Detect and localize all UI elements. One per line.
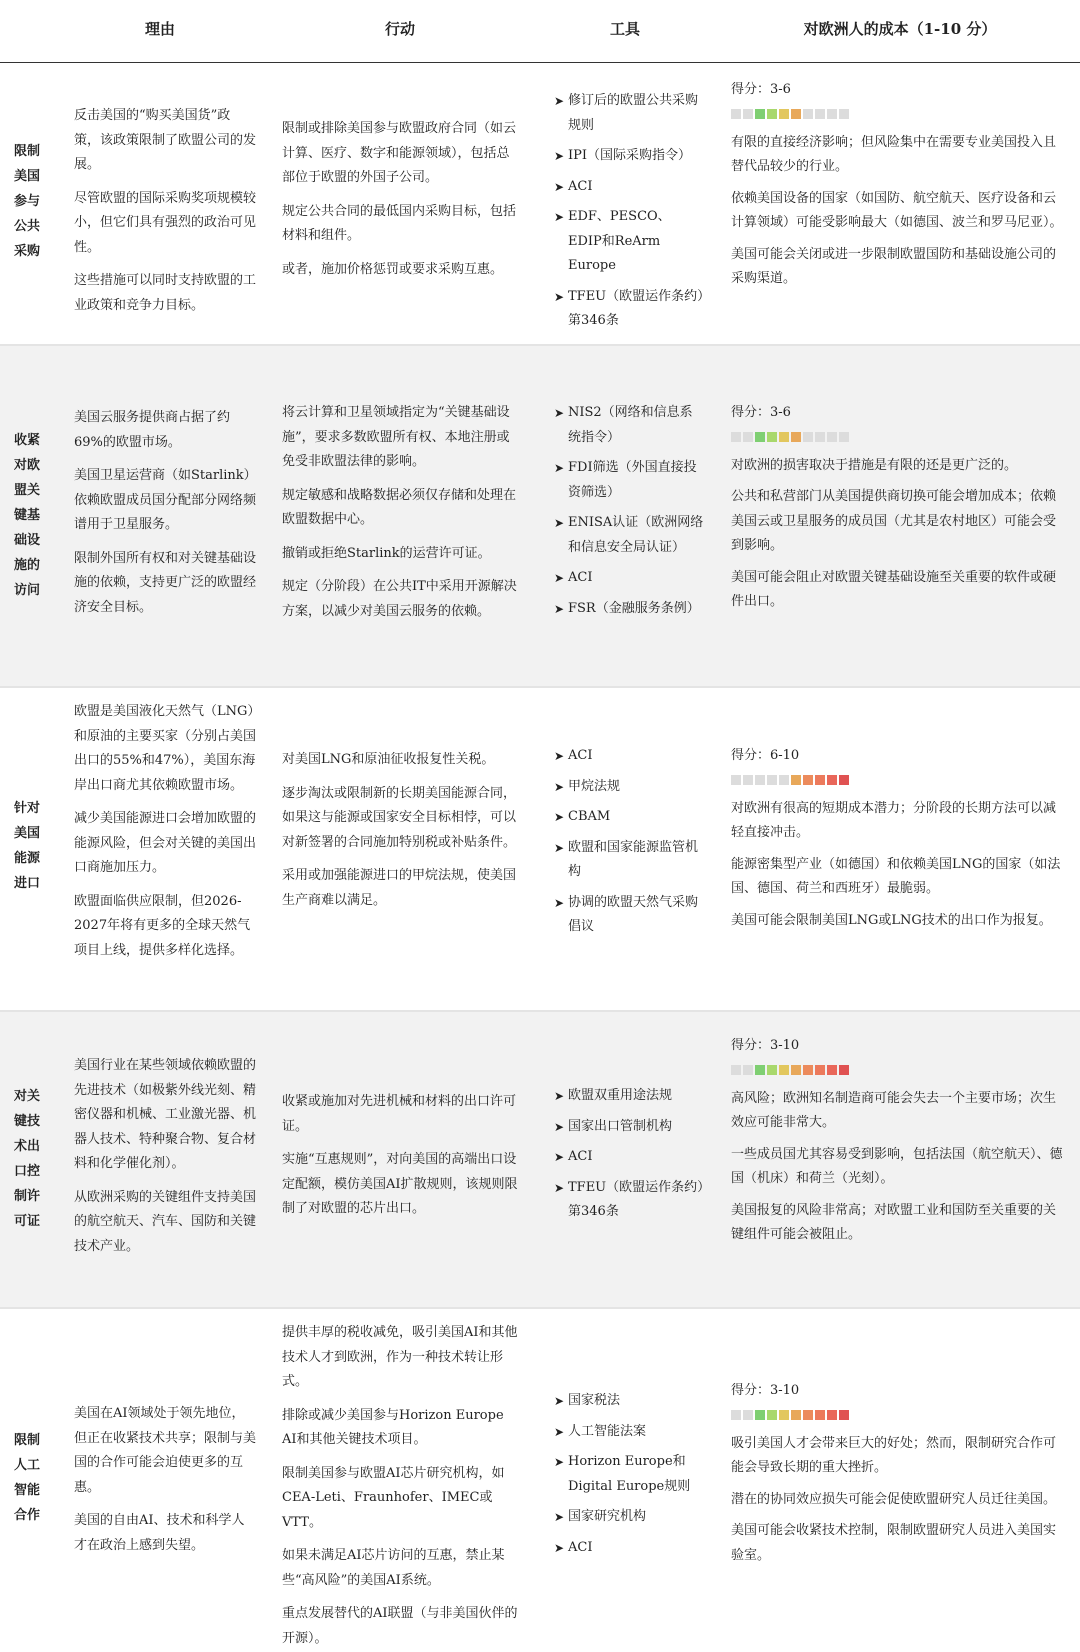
arrow-right-icon: ➤ bbox=[554, 1150, 565, 1164]
tool-item bbox=[554, 744, 704, 769]
score-square bbox=[779, 109, 789, 119]
cost-cell bbox=[731, 78, 1066, 299]
arrow-right-icon: ➤ bbox=[554, 1119, 565, 1134]
action-cell bbox=[282, 401, 518, 624]
tools-cell bbox=[554, 401, 704, 627]
tool-item bbox=[554, 805, 704, 830]
arrow-right-icon: ➤ bbox=[554, 1540, 565, 1555]
arrow-right-icon: ➤ bbox=[554, 94, 565, 108]
tool-item bbox=[554, 401, 704, 450]
header-cost: 对欧洲人的成本（1-10 分） bbox=[803, 20, 997, 38]
cost-text: 美国可能会限制美国LNG或LNG技术的出口作为报复。 bbox=[731, 912, 1052, 928]
arrow-right-icon: ➤ bbox=[554, 1089, 565, 1103]
tool-item bbox=[554, 144, 704, 169]
reason-cell bbox=[74, 1054, 256, 1259]
cost-cell bbox=[731, 1379, 1066, 1575]
score-square bbox=[827, 1410, 837, 1420]
arrow-right-icon: ➤ bbox=[554, 810, 565, 824]
tools-cell bbox=[554, 89, 704, 340]
score-scale bbox=[731, 1410, 1066, 1420]
category-line: 键技 bbox=[14, 1114, 41, 1129]
category-line: 术出 bbox=[14, 1139, 41, 1154]
category-line: 收紧 bbox=[14, 433, 41, 448]
reason-text: 美国的自由AI、技术和科学人才在政治上感到失望。 bbox=[74, 1513, 245, 1553]
cost-text: 有限的直接经济影响；但风险集中在需要专业美国投入且替代品较少的行业。 bbox=[731, 134, 1057, 174]
arrow-right-icon: ➤ bbox=[554, 210, 565, 224]
score-square bbox=[827, 432, 837, 442]
tool-label: ACI bbox=[568, 1539, 593, 1555]
category-line: 合作 bbox=[14, 1508, 41, 1523]
score-scale bbox=[731, 109, 1066, 119]
tool-label: 欧盟和国家能源监管机构 bbox=[568, 839, 699, 879]
tool-label: 国家出口管制机构 bbox=[568, 1118, 673, 1134]
category-line: 人工 bbox=[14, 1458, 41, 1473]
tools-cell bbox=[554, 1084, 704, 1231]
category-line: 盟关 bbox=[14, 483, 41, 498]
tool-label: NIS2（网络和信息系统指令） bbox=[568, 405, 693, 445]
category-line: 可证 bbox=[14, 1214, 41, 1229]
score-scale bbox=[731, 1065, 1066, 1075]
tool-label: ACI bbox=[568, 1149, 593, 1164]
tool-label: FSR（金融服务条例） bbox=[568, 600, 700, 616]
score-square bbox=[767, 775, 777, 785]
tool-label: FDI筛选（外国直接投资筛选） bbox=[568, 460, 697, 500]
tool-label: IPI（国际采购指令） bbox=[568, 148, 692, 163]
cost-text: 美国可能会收紧技术控制，限制欧盟研究人员进入美国实验室。 bbox=[731, 1523, 1057, 1563]
score-square bbox=[731, 432, 741, 442]
action-text: 规定（分阶段）在公共IT中采用开源解决方案，以减少对美国云服务的依赖。 bbox=[282, 579, 517, 619]
action-text: 限制美国参与欧盟AI芯片研究机构，如CEA-Leti、Fraunhofer、IMEC或VTT。 bbox=[282, 1465, 505, 1530]
table-row-export-controls bbox=[0, 1012, 1080, 1307]
score-square bbox=[755, 775, 765, 785]
category-line: 参与 bbox=[14, 194, 41, 209]
score-square bbox=[815, 432, 825, 442]
arrow-right-icon: ➤ bbox=[554, 516, 565, 530]
reason-cell bbox=[74, 1402, 256, 1558]
reason-text: 欧盟是美国液化天然气（LNG）和原油的主要买家（分别占美国出口的55%和47%），美国东海岸出口商尤其依赖欧盟市场。 bbox=[74, 704, 257, 793]
score-label: 得分：6-10 bbox=[731, 748, 800, 763]
category-line: 智能 bbox=[14, 1483, 41, 1498]
action-cell bbox=[282, 117, 518, 282]
tool-item bbox=[554, 1389, 704, 1414]
score-square bbox=[767, 432, 777, 442]
tool-item bbox=[554, 285, 704, 334]
score-scale bbox=[731, 432, 1066, 442]
score-square bbox=[779, 775, 789, 785]
action-cell bbox=[282, 1090, 518, 1222]
score-square bbox=[743, 109, 753, 119]
score-square bbox=[767, 1410, 777, 1420]
arrow-right-icon: ➤ bbox=[554, 895, 565, 910]
tool-label: 修订后的欧盟公共采购规则 bbox=[568, 93, 699, 133]
score-square bbox=[731, 775, 741, 785]
reason-text: 美国在AI领域处于领先地位，但正在收紧技术共享；限制与美国的合作可能会迫使更多的互惠。 bbox=[74, 1406, 257, 1495]
score-label: 得分：3-10 bbox=[731, 1038, 800, 1053]
cost-text: 公共和私营部门从美国提供商切换可能会增加成本；依赖美国云或卫星服务的成员国（尤其是农村地区）可能会受到影响。 bbox=[731, 489, 1057, 553]
score-square bbox=[731, 109, 741, 119]
category-line: 口控 bbox=[14, 1164, 41, 1179]
reason-cell bbox=[74, 406, 256, 620]
reason-text: 这些措施可以同时支持欧盟的工业政策和竞争力目标。 bbox=[74, 273, 257, 313]
reason-cell bbox=[74, 700, 256, 963]
score-square bbox=[839, 775, 849, 785]
cost-cell bbox=[731, 1034, 1066, 1255]
arrow-right-icon: ➤ bbox=[554, 1180, 565, 1195]
arrow-right-icon: ➤ bbox=[554, 461, 565, 475]
score-square bbox=[755, 1410, 765, 1420]
score-square bbox=[791, 1065, 801, 1075]
tool-label: 甲烷法规 bbox=[568, 778, 621, 794]
table-row-ai-cooperation bbox=[0, 1309, 1080, 1652]
tool-label: ACI bbox=[568, 570, 593, 585]
score-square bbox=[743, 775, 753, 785]
score-square bbox=[791, 1410, 801, 1420]
cost-text: 高风险；欧洲知名制造商可能会失去一个主要市场；次生效应可能非常大。 bbox=[731, 1090, 1057, 1130]
score-label: 得分：3-6 bbox=[731, 82, 791, 97]
score-square bbox=[815, 1410, 825, 1420]
reason-text: 美国卫星运营商（如Starlink）依赖欧盟成员国分配部分网络频谱用于卫星服务。 bbox=[74, 468, 257, 532]
tool-item bbox=[554, 1176, 704, 1225]
score-square bbox=[815, 775, 825, 785]
tool-item bbox=[554, 175, 704, 200]
score-square bbox=[803, 109, 813, 119]
score-square bbox=[767, 1065, 777, 1075]
category-line: 访问 bbox=[14, 583, 41, 598]
score-square bbox=[791, 432, 801, 442]
score-square bbox=[827, 109, 837, 119]
category-line: 针对 bbox=[14, 801, 41, 816]
score-square bbox=[779, 1065, 789, 1075]
tool-item bbox=[554, 205, 704, 279]
action-text: 提供丰厚的税收减免，吸引美国AI和其他技术人才到欧洲，作为一种技术转让形式。 bbox=[282, 1325, 518, 1389]
header-tools: 工具 bbox=[609, 20, 640, 38]
score-square bbox=[731, 1065, 741, 1075]
tool-item bbox=[554, 836, 704, 885]
arrow-right-icon: ➤ bbox=[554, 179, 565, 194]
score-scale bbox=[731, 775, 1066, 785]
header-action: 行动 bbox=[384, 20, 415, 38]
tool-label: ENISA认证（欧洲网络和信息安全局认证） bbox=[568, 515, 704, 555]
category-line: 制许 bbox=[14, 1189, 41, 1204]
reason-cell bbox=[74, 104, 256, 318]
tool-item bbox=[554, 1145, 704, 1170]
action-text: 逐步淘汰或限制新的长期美国能源合同，如果这与能源或国家安全目标相悖，可以对新签署的合同施加特别税或补贴条件。 bbox=[282, 785, 517, 850]
action-text: 实施“互惠规则”，对向美国的高端出口设定配额，模仿美国AI扩散规则，该规则限制了对欧盟的芯片出口。 bbox=[282, 1152, 518, 1216]
category-line: 施的 bbox=[14, 558, 41, 573]
score-square bbox=[827, 1065, 837, 1075]
score-square bbox=[755, 109, 765, 119]
arrow-right-icon: ➤ bbox=[554, 1424, 565, 1439]
category-line: 键基 bbox=[14, 508, 41, 523]
tool-item bbox=[554, 775, 704, 800]
cost-cell bbox=[731, 744, 1066, 940]
tool-label: 协调的欧盟天然气采购倡议 bbox=[568, 894, 699, 934]
category-line: 限制 bbox=[14, 1433, 41, 1448]
score-square bbox=[839, 1410, 849, 1420]
action-text: 撤销或拒绝Starlink的运营许可证。 bbox=[282, 545, 491, 561]
table-row-critical-infrastructure bbox=[0, 346, 1080, 686]
action-text: 采用或加强能源进口的甲烷法规，使美国生产商难以满足。 bbox=[282, 868, 517, 908]
tool-item bbox=[554, 1115, 704, 1140]
cost-text: 依赖美国设备的国家（如国防、航空航天、医疗设备和云计算领域）可能受影响最大（如德国、波兰和罗马尼亚）。 bbox=[731, 190, 1063, 230]
score-square bbox=[839, 109, 849, 119]
arrow-right-icon: ➤ bbox=[554, 1394, 565, 1408]
tool-label: CBAM bbox=[568, 809, 611, 824]
arrow-right-icon: ➤ bbox=[554, 601, 565, 616]
reason-text: 美国云服务提供商占据了约69%的欧盟市场。 bbox=[74, 410, 231, 450]
arrow-right-icon: ➤ bbox=[554, 149, 565, 163]
score-square bbox=[743, 432, 753, 442]
tool-label: 国家税法 bbox=[568, 1393, 621, 1408]
cost-text: 吸引美国人才会带来巨大的好处；然而，限制研究合作可能会导致长期的重大挫折。 bbox=[731, 1435, 1057, 1475]
category-line: 美国 bbox=[14, 826, 41, 841]
tool-item bbox=[554, 1450, 704, 1499]
score-square bbox=[839, 432, 849, 442]
tool-item bbox=[554, 891, 704, 940]
row-category bbox=[14, 1084, 48, 1234]
score-square bbox=[755, 1065, 765, 1075]
category-line: 能源 bbox=[14, 851, 41, 866]
row-category bbox=[14, 1428, 48, 1528]
action-text: 规定敏感和战略数据必须仅存储和处理在欧盟数据中心。 bbox=[282, 487, 517, 527]
action-cell bbox=[282, 748, 518, 913]
score-square bbox=[803, 775, 813, 785]
action-text: 重点发展替代的AI联盟（与非美国伙伴的开源）。 bbox=[282, 1606, 518, 1646]
reason-text: 限制外国所有权和对关键基础设施的依赖，支持更广泛的欧盟经济安全目标。 bbox=[74, 550, 257, 615]
cost-cell bbox=[731, 401, 1066, 622]
tool-label: ACI bbox=[568, 748, 593, 763]
tool-item bbox=[554, 597, 704, 622]
action-text: 规定公共合同的最低国内采购目标，包括材料和组件。 bbox=[282, 203, 517, 243]
tool-label: 人工智能法案 bbox=[568, 1423, 647, 1439]
tool-item bbox=[554, 511, 704, 560]
score-square bbox=[743, 1410, 753, 1420]
score-square bbox=[803, 1410, 813, 1420]
tool-item bbox=[554, 566, 704, 591]
score-square bbox=[815, 109, 825, 119]
score-square bbox=[779, 1410, 789, 1420]
action-text: 或者，施加价格惩罚或要求采购互惠。 bbox=[282, 261, 504, 277]
tool-item bbox=[554, 1084, 704, 1109]
tool-label: TFEU（欧盟运作条约）第346条 bbox=[568, 288, 704, 328]
cost-text: 对欧洲的损害取决于措施是有限的还是更广泛的。 bbox=[731, 457, 1018, 473]
tool-item bbox=[554, 89, 704, 138]
arrow-right-icon: ➤ bbox=[554, 749, 565, 763]
action-cell bbox=[282, 1321, 518, 1651]
action-text: 如果未满足AI芯片访问的互惠，禁止某些“高风险”的美国AI系统。 bbox=[282, 1548, 505, 1588]
score-label: 得分：3-6 bbox=[731, 405, 791, 420]
cost-text: 潜在的协同效应损失可能会促使欧盟研究人员迁往美国。 bbox=[731, 1491, 1057, 1507]
tool-item bbox=[554, 1536, 704, 1561]
cost-text: 美国可能会关闭或进一步限制欧盟国防和基础设施公司的采购渠道。 bbox=[731, 246, 1057, 286]
tool-label: 欧盟双重用途法规 bbox=[568, 1088, 673, 1103]
row-category bbox=[14, 428, 48, 603]
tool-label: 国家研究机构 bbox=[568, 1509, 647, 1524]
action-text: 将云计算和卫星领域指定为“关键基础设施”，要求多数欧盟所有权、本地注册或免受非欧盟法律的影响。 bbox=[282, 405, 510, 469]
arrow-right-icon: ➤ bbox=[554, 779, 565, 794]
category-line: 限制 bbox=[14, 144, 41, 159]
arrow-right-icon: ➤ bbox=[554, 289, 565, 304]
score-square bbox=[827, 775, 837, 785]
reason-text: 从欧洲采购的关键组件支持美国的航空航天、汽车、国防和关键技术产业。 bbox=[74, 1189, 257, 1254]
score-square bbox=[803, 432, 813, 442]
cost-text: 美国报复的风险非常高；对欧盟工业和国防至关重要的关键组件可能会被阻止。 bbox=[731, 1202, 1057, 1242]
score-square bbox=[731, 1410, 741, 1420]
row-category bbox=[14, 796, 48, 896]
arrow-right-icon: ➤ bbox=[554, 840, 565, 855]
tools-cell bbox=[554, 1389, 704, 1566]
tool-item bbox=[554, 1505, 704, 1530]
arrow-right-icon: ➤ bbox=[554, 1510, 565, 1524]
tool-label: TFEU（欧盟运作条约）第346条 bbox=[568, 1179, 704, 1219]
score-square bbox=[743, 1065, 753, 1075]
table-header bbox=[0, 0, 1080, 63]
tool-item bbox=[554, 1420, 704, 1445]
score-square bbox=[815, 1065, 825, 1075]
reason-text: 欧盟面临供应限制，但2026-2027年将有更多的全球天然气项目上线，提供多样化选择。 bbox=[74, 893, 251, 958]
category-line: 公共 bbox=[14, 219, 41, 234]
category-line: 础设 bbox=[14, 533, 41, 548]
category-line: 对欧 bbox=[14, 458, 41, 473]
arrow-right-icon: ➤ bbox=[554, 1455, 565, 1469]
category-line: 对关 bbox=[14, 1089, 41, 1104]
table-row-energy-imports bbox=[0, 688, 1080, 1010]
cost-text: 对欧洲有很高的短期成本潜力；分阶段的长期方法可以减轻直接冲击。 bbox=[731, 800, 1057, 840]
reason-text: 反击美国的“购买美国货”政策，该政策限制了欧盟公司的发展。 bbox=[74, 108, 257, 172]
category-line: 采购 bbox=[14, 244, 41, 259]
cost-text: 一些成员国尤其容易受到影响，包括法国（航空航天）、德国（机床）和荷兰（光刻）。 bbox=[731, 1146, 1063, 1186]
reason-text: 尽管欧盟的国际采购奖项规模较小，但它们具有强烈的政治可见性。 bbox=[74, 190, 257, 255]
action-text: 收紧或施加对先进机械和材料的出口许可证。 bbox=[282, 1094, 517, 1134]
tool-item bbox=[554, 456, 704, 505]
score-square bbox=[791, 109, 801, 119]
category-line: 进口 bbox=[14, 876, 41, 891]
reason-text: 美国行业在某些领域依赖欧盟的先进技术（如极紫外线光刻、精密仪器和机械、工业激光器、机器人技术、特种聚合物、复合材料和化学催化剂）。 bbox=[74, 1058, 257, 1171]
cost-text: 能源密集型产业（如德国）和依赖美国LNG的国家（如法国、德国、荷兰和西班牙）最脆弱。 bbox=[731, 856, 1061, 896]
score-square bbox=[779, 432, 789, 442]
score-square bbox=[767, 109, 777, 119]
row-category bbox=[14, 139, 48, 264]
reason-text: 减少美国能源进口会增加欧盟的能源风险，但会对关键的美国出口商施加压力。 bbox=[74, 811, 257, 875]
table-row-public-procurement bbox=[0, 63, 1080, 345]
score-label: 得分：3-10 bbox=[731, 1383, 800, 1398]
score-square bbox=[803, 1065, 813, 1075]
arrow-right-icon: ➤ bbox=[554, 571, 565, 585]
score-square bbox=[791, 775, 801, 785]
cost-text: 美国可能会阻止对欧盟关键基础设施至关重要的软件或硬件出口。 bbox=[731, 569, 1057, 609]
action-text: 排除或减少美国参与Horizon Europe AI和其他关键技术项目。 bbox=[282, 1407, 504, 1447]
action-text: 对美国LNG和原油征收报复性关税。 bbox=[282, 752, 495, 767]
header-reason: 理由 bbox=[144, 20, 175, 38]
tool-label: Horizon Europe和Digital Europe规则 bbox=[568, 1454, 691, 1494]
tool-label: ACI bbox=[568, 178, 593, 194]
score-square bbox=[839, 1065, 849, 1075]
tool-label: EDF、PESCO、EDIP和ReArm Europe bbox=[568, 209, 671, 273]
category-line: 美国 bbox=[14, 169, 41, 184]
arrow-right-icon: ➤ bbox=[554, 406, 565, 420]
tools-cell bbox=[554, 744, 704, 946]
score-square bbox=[755, 432, 765, 442]
action-text: 限制或排除美国参与欧盟政府合同（如云计算、医疗、数字和能源领域），包括总部位于欧盟的外国子公司。 bbox=[282, 121, 517, 185]
